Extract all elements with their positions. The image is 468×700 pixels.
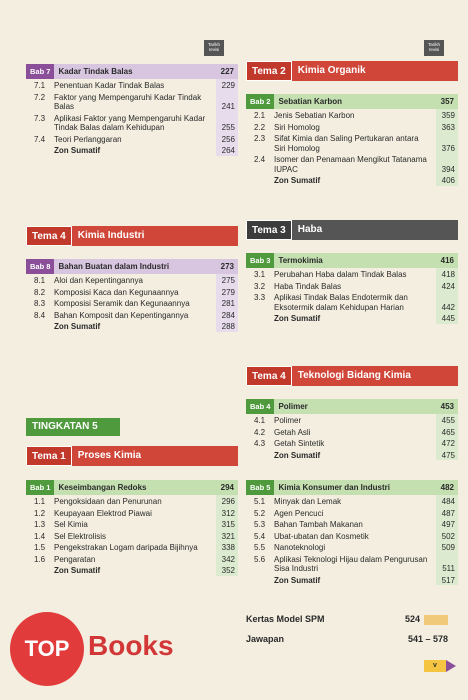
item-page: 484	[441, 497, 455, 506]
bab-tag: Bab 7	[26, 64, 54, 79]
bab-page: 482	[440, 483, 454, 492]
item-number: 7.2	[34, 92, 46, 102]
bab-tag: Bab 3	[246, 253, 274, 268]
bab1-items	[26, 495, 238, 576]
item-text: Jenis Sebatian Karbon	[274, 111, 355, 120]
bab7-section	[26, 64, 238, 156]
list-item[interactable]	[246, 495, 458, 507]
item-number: 2.2	[254, 122, 266, 132]
item-page: 472	[441, 439, 455, 448]
bab-title: Kadar Tindak Balas	[58, 67, 133, 76]
item-number: 7.4	[34, 134, 46, 144]
list-item[interactable]	[26, 79, 238, 91]
list-item[interactable]	[246, 132, 458, 153]
tema-title: Teknologi Bidang Kimia	[292, 366, 458, 386]
item-number: 1.5	[34, 543, 46, 552]
zon-sumatif-page: 352	[221, 566, 235, 575]
list-item[interactable]	[26, 495, 238, 507]
list-item[interactable]	[26, 553, 238, 565]
list-item[interactable]	[246, 541, 458, 553]
bab5-items	[246, 495, 458, 585]
item-text: Sel Kimia	[54, 520, 88, 529]
list-item[interactable]	[26, 309, 238, 321]
item-page: 363	[441, 122, 455, 132]
bab8-items	[26, 274, 238, 332]
list-item[interactable]	[26, 274, 238, 286]
item-text: Komposisi Kaca dan Kegunaannya	[54, 287, 179, 297]
list-item[interactable]	[26, 297, 238, 309]
tema-label: Tema 4	[26, 226, 72, 246]
item-page: 256	[221, 134, 235, 144]
logo-word: Books	[88, 630, 174, 661]
kertas-model-label: Kertas Model SPM	[246, 614, 325, 624]
page-number: v	[424, 660, 446, 672]
item-number: 8.3	[34, 299, 46, 308]
list-item[interactable]	[246, 268, 458, 280]
bab-tag: Bab 8	[26, 259, 54, 274]
bab2-header[interactable]	[246, 94, 458, 109]
item-page: 424	[441, 281, 455, 291]
item-text: Pengekstrakan Logam daripada Bijihnya	[54, 543, 198, 552]
zon-sumatif-row[interactable]	[246, 449, 458, 461]
tema1-banner[interactable]	[26, 446, 238, 466]
kertas-highlight	[424, 615, 448, 625]
list-item[interactable]	[246, 280, 458, 292]
item-page: 418	[441, 270, 455, 279]
item-number: 1.4	[34, 531, 46, 541]
item-number: 1.1	[34, 497, 46, 506]
item-page: 502	[441, 531, 455, 541]
item-page: 455	[441, 416, 455, 425]
tema-title: Haba	[292, 220, 458, 240]
zon-sumatif-row[interactable]	[246, 574, 458, 586]
item-text: Pengoksidaan dan Penurunan	[54, 497, 162, 506]
bab-page: 294	[220, 483, 234, 492]
item-text: Aloi dan Kepentingannya	[54, 276, 143, 285]
bab-title: Polimer	[278, 402, 308, 411]
item-page: 229	[221, 81, 235, 90]
list-item[interactable]	[26, 507, 238, 519]
item-number: 7.1	[34, 81, 46, 90]
zon-sumatif-row[interactable]	[26, 320, 238, 332]
zon-sumatif-page: 517	[441, 575, 455, 585]
item-page: 394	[441, 164, 455, 174]
kertas-model-page-wrap	[405, 614, 458, 625]
bab3-header[interactable]	[246, 253, 458, 268]
jawapan-row[interactable]	[246, 630, 458, 644]
bab3-section	[246, 253, 458, 324]
bab1-section	[26, 480, 238, 576]
list-item[interactable]	[246, 291, 458, 312]
jawapan-page: 541 – 578	[407, 634, 448, 644]
bab-title: Bahan Buatan dalam Industri	[58, 262, 170, 271]
bab2-section	[246, 94, 458, 186]
item-page: 359	[441, 111, 455, 120]
bab-title: Termokimia	[278, 256, 323, 265]
item-page: 376	[441, 143, 455, 153]
list-item[interactable]	[26, 286, 238, 298]
list-item[interactable]	[26, 91, 238, 112]
kertas-model-row[interactable]	[246, 610, 458, 625]
tema4-banner[interactable]	[26, 226, 238, 246]
item-text: Getah Asli	[274, 427, 311, 437]
item-text: Nanoteknologi	[274, 543, 326, 552]
item-text: Ubat-ubatan dan Kosmetik	[274, 531, 369, 541]
zon-sumatif-label: Zon Sumatif	[54, 322, 101, 331]
zon-sumatif-label: Zon Sumatif	[274, 314, 321, 323]
bab-title: Sebatian Karbon	[278, 97, 343, 106]
item-text: Keupayaan Elektrod Piawai	[54, 508, 152, 518]
item-text: Sel Elektrolisis	[54, 531, 107, 541]
zon-sumatif-label: Zon Sumatif	[274, 450, 321, 460]
zon-sumatif-row[interactable]	[26, 564, 238, 576]
tema-title: Kimia Industri	[72, 226, 238, 246]
item-number: 7.3	[34, 113, 46, 123]
bab-title: Keseimbangan Redoks	[58, 483, 147, 492]
item-page: 275	[221, 276, 235, 285]
tema-title: Kimia Organik	[292, 61, 458, 81]
item-number: 1.2	[34, 508, 46, 518]
jawapan-label: Jawapan	[246, 634, 285, 644]
item-text: Teori Perlanggaran	[54, 134, 122, 144]
item-page: 284	[221, 310, 235, 320]
zon-sumatif-row[interactable]	[246, 174, 458, 186]
list-item[interactable]	[246, 121, 458, 133]
zon-sumatif-page: 406	[441, 176, 455, 185]
item-text: Bahan Komposit dan Kepentingannya	[54, 310, 189, 320]
list-item[interactable]	[26, 112, 238, 133]
item-number: 5.4	[254, 531, 266, 541]
zon-sumatif-row[interactable]	[26, 144, 238, 156]
bab-page: 453	[440, 402, 454, 411]
zon-sumatif-label: Zon Sumatif	[274, 176, 321, 185]
item-page: 511	[442, 564, 455, 573]
zon-sumatif-page: 288	[221, 322, 235, 331]
page-arrow-icon	[446, 660, 456, 672]
item-page: 321	[221, 531, 235, 541]
list-item[interactable]	[246, 507, 458, 519]
item-number: 4.2	[254, 427, 266, 437]
item-number: 2.4	[254, 155, 266, 164]
item-page: 487	[441, 508, 455, 518]
item-text: Siri Homolog	[274, 122, 320, 132]
zon-sumatif-page: 445	[441, 314, 455, 323]
bab-tag: Bab 4	[246, 399, 274, 414]
kertas-model-page: 524	[404, 614, 420, 624]
item-number: 5.1	[254, 497, 266, 506]
zon-sumatif-page: 264	[221, 146, 235, 155]
item-number: 8.1	[34, 276, 46, 285]
bab-page: 227	[220, 67, 234, 76]
item-text: Isomer dan Penamaan Mengikut Tatanama IUPAC	[274, 155, 427, 174]
item-text: Bahan Tambah Makanan	[274, 520, 363, 529]
list-item[interactable]	[246, 437, 458, 449]
zon-sumatif-page: 475	[441, 450, 455, 460]
bab4-header[interactable]	[246, 399, 458, 414]
item-number: 5.3	[254, 520, 266, 529]
bab3-items	[246, 268, 458, 324]
item-number: 8.4	[34, 310, 46, 320]
item-page: 509	[441, 543, 455, 552]
item-page: 281	[221, 299, 235, 308]
item-text: Getah Sintetik	[274, 439, 325, 448]
item-text: Pengaratan	[54, 554, 96, 564]
tema-title: Proses Kimia	[72, 446, 238, 466]
bab4-items	[246, 414, 458, 460]
tema4-tech-banner[interactable]	[246, 366, 458, 386]
bab7-header[interactable]	[26, 64, 238, 79]
item-page: 279	[221, 287, 235, 297]
zon-sumatif-row[interactable]	[246, 312, 458, 324]
topbooks-watermark-logo	[10, 612, 210, 692]
item-page: 296	[221, 497, 235, 506]
item-page: 497	[441, 520, 455, 529]
item-text: Minyak dan Lemak	[274, 497, 342, 506]
item-number: 2.3	[254, 134, 266, 143]
list-item[interactable]	[246, 109, 458, 121]
bab7-items	[26, 79, 238, 156]
tingkatan-banner: TINGKATAN 5	[26, 418, 120, 436]
tema2-banner[interactable]	[246, 61, 458, 81]
item-number: 4.1	[254, 416, 266, 425]
list-item[interactable]	[246, 553, 458, 574]
item-page: 465	[441, 427, 455, 437]
item-number: 1.6	[34, 554, 46, 564]
list-item[interactable]	[26, 530, 238, 542]
bab8-section	[26, 259, 238, 332]
bab-page: 416	[440, 256, 454, 265]
item-number: 3.2	[254, 281, 266, 291]
list-item[interactable]	[26, 133, 238, 145]
tema-label: Tema 4	[246, 366, 292, 386]
zon-sumatif-label: Zon Sumatif	[54, 146, 101, 155]
logo-circle: TOP	[10, 612, 84, 686]
item-number: 3.3	[254, 293, 266, 302]
item-number: 5.6	[254, 554, 266, 564]
item-number: 3.1	[254, 270, 266, 279]
list-item[interactable]	[246, 518, 458, 530]
tema-label: Tema 1	[26, 446, 72, 466]
list-item[interactable]	[246, 530, 458, 542]
item-text: Agen Pencuci	[274, 508, 324, 518]
bab-tag: Bab 2	[246, 94, 274, 109]
list-item[interactable]	[246, 414, 458, 426]
tarikh-revisi-label: Tarikh revisi	[424, 40, 444, 56]
item-text: Polimer	[274, 416, 302, 425]
zon-sumatif-label: Zon Sumatif	[274, 575, 321, 585]
list-item[interactable]	[246, 153, 458, 174]
bab1-header[interactable]	[26, 480, 238, 495]
item-text: Komposisi Seramik dan Kegunaannya	[54, 299, 190, 308]
item-number: 5.5	[254, 543, 266, 552]
bab-tag: Bab 1	[26, 480, 54, 495]
item-text: Sifat Kimia dan Saling Pertukaran antara Siri Homolog	[274, 134, 419, 153]
bab4-section	[246, 399, 458, 460]
item-page: 241	[221, 102, 235, 111]
item-text: Perubahan Haba dalam Tindak Balas	[274, 270, 407, 279]
bab-tag: Bab 5	[246, 480, 274, 495]
item-text: Aplikasi Faktor yang Mempengaruhi Kadar Tindak Balas dalam Kehidupan	[54, 113, 206, 132]
item-number: 4.3	[254, 439, 266, 448]
item-number: 8.2	[34, 287, 46, 297]
item-page: 312	[221, 508, 235, 518]
zon-sumatif-label: Zon Sumatif	[54, 566, 101, 575]
bab2-items	[246, 109, 458, 186]
item-page: 442	[441, 302, 455, 312]
item-number: 1.3	[34, 520, 46, 529]
bab-page: 357	[440, 97, 454, 106]
bab-title: Kimia Konsumer dan Industri	[278, 483, 391, 492]
item-number: 5.2	[254, 508, 266, 518]
bab8-header[interactable]	[26, 259, 238, 274]
item-text: Haba Tindak Balas	[274, 281, 342, 291]
tema3-banner[interactable]	[246, 220, 458, 240]
item-number: 2.1	[254, 111, 266, 120]
item-page: 342	[221, 554, 235, 564]
item-page: 315	[221, 520, 235, 529]
tarikh-revisi-label: Tarikh revisi	[204, 40, 224, 56]
tema-label: Tema 3	[246, 220, 292, 240]
bab5-section	[246, 480, 458, 585]
bab5-header[interactable]	[246, 480, 458, 495]
list-item[interactable]	[246, 426, 458, 438]
list-item[interactable]	[26, 518, 238, 530]
list-item[interactable]	[26, 541, 238, 553]
item-text: Faktor yang Mempengaruhi Kadar Tindak Balas	[54, 92, 202, 111]
item-text: Aplikasi Tindak Balas Endotermik dan Eksotermik dalam Kehidupan Harian	[274, 293, 408, 312]
item-page: 255	[221, 123, 235, 132]
item-text: Aplikasi Teknologi Hijau dalam Pengurusan Sisa Industri	[274, 554, 428, 573]
tema-label: Tema 2	[246, 61, 292, 81]
item-text: Penentuan Kadar Tindak Balas	[54, 81, 165, 90]
bab-page: 273	[220, 262, 234, 271]
item-page: 338	[221, 543, 235, 552]
